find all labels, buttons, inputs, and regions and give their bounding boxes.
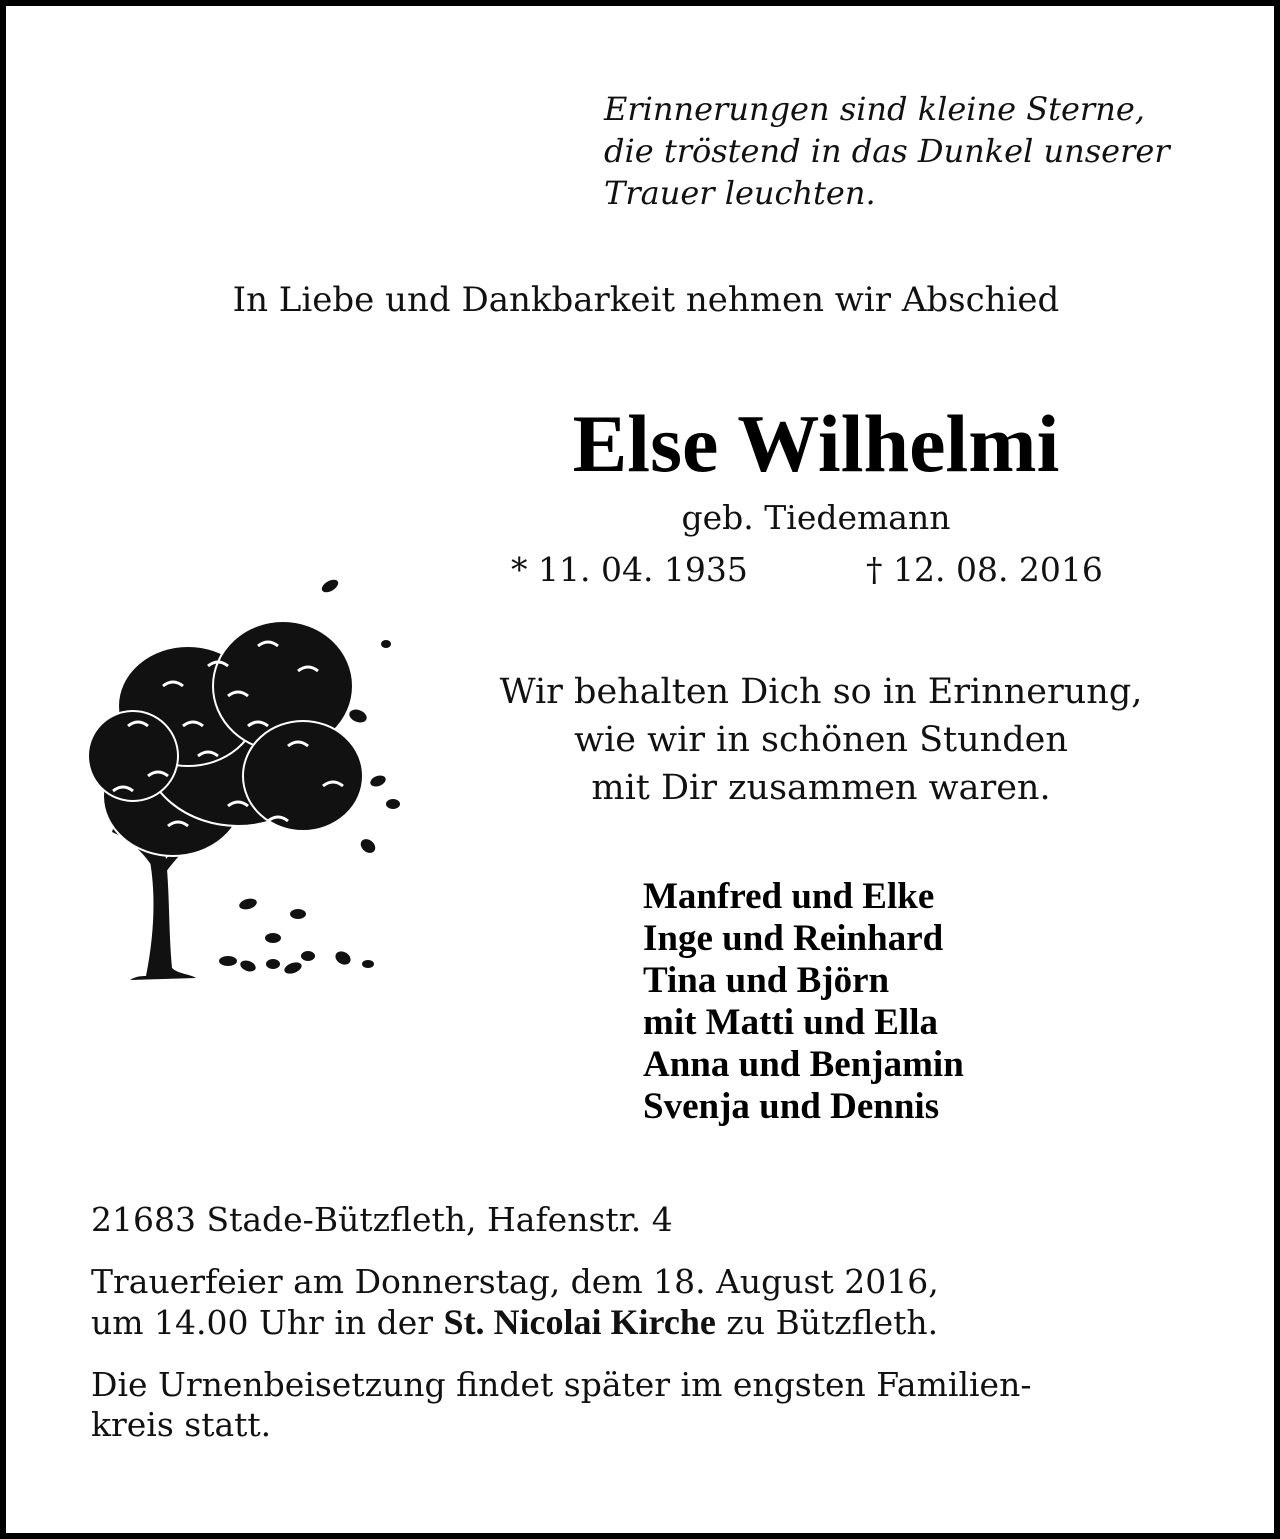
family-member: Tina und Björn [643, 960, 890, 1001]
family-member: Inge und Reinhard [643, 918, 944, 959]
poem-line: Wir behalten Dich so in Erinnerung, [499, 672, 1143, 712]
family-address: 21683 Stade-Bützfleth, Hafenstr. 4 [91, 1200, 673, 1239]
windblown-tree-icon [68, 576, 413, 986]
memorial-poem [446, 668, 1196, 812]
quote-line: Erinnerungen sind kleine Sterne, [604, 90, 1145, 128]
burial-info [91, 1365, 1211, 1445]
service-line-1: Trauerfeier am Donnerstag, dem 18. August 2016, [91, 1262, 939, 1301]
birth-date: * 11. 04. 1935 [511, 550, 748, 589]
farewell-intro [6, 280, 1280, 320]
deceased-name: Else Wilhelmi [572, 398, 1060, 489]
memorial-quote [604, 88, 1244, 214]
birth-name: geb. Tiedemann [681, 498, 951, 537]
death-date: † 12. 08. 2016 [866, 550, 1103, 589]
service-place: zu Bützfleth. [715, 1303, 939, 1342]
church-name: St. Nicolai Kirche [443, 1302, 716, 1342]
farewell-intro-text: In Liebe und Dankbarkeit nehmen wir Abschied [232, 280, 1060, 320]
funeral-service-info [91, 1262, 1211, 1343]
footer-details [91, 1200, 1211, 1467]
poem-line: wie wir in schönen Stunden [574, 720, 1068, 760]
poem-line: mit Dir zusammen waren. [591, 768, 1051, 808]
family-member: Svenja und Dennis [643, 1086, 940, 1127]
family-member: mit Matti und Ella [643, 1002, 938, 1043]
family-signatures [643, 876, 1163, 1128]
quote-line: Trauer leuchten. [604, 174, 876, 212]
family-member: Anna und Benjamin [643, 1044, 964, 1085]
burial-line-2: kreis statt. [91, 1405, 272, 1444]
service-line-2 [91, 1303, 938, 1342]
burial-line-1: Die Urnenbeisetzung findet später im engsten Familien- [91, 1365, 1032, 1404]
family-member: Manfred und Elke [643, 876, 935, 917]
quote-line: die tröstend in das Dunkel unserer [604, 132, 1170, 170]
service-time: um 14.00 Uhr in der [91, 1303, 444, 1342]
